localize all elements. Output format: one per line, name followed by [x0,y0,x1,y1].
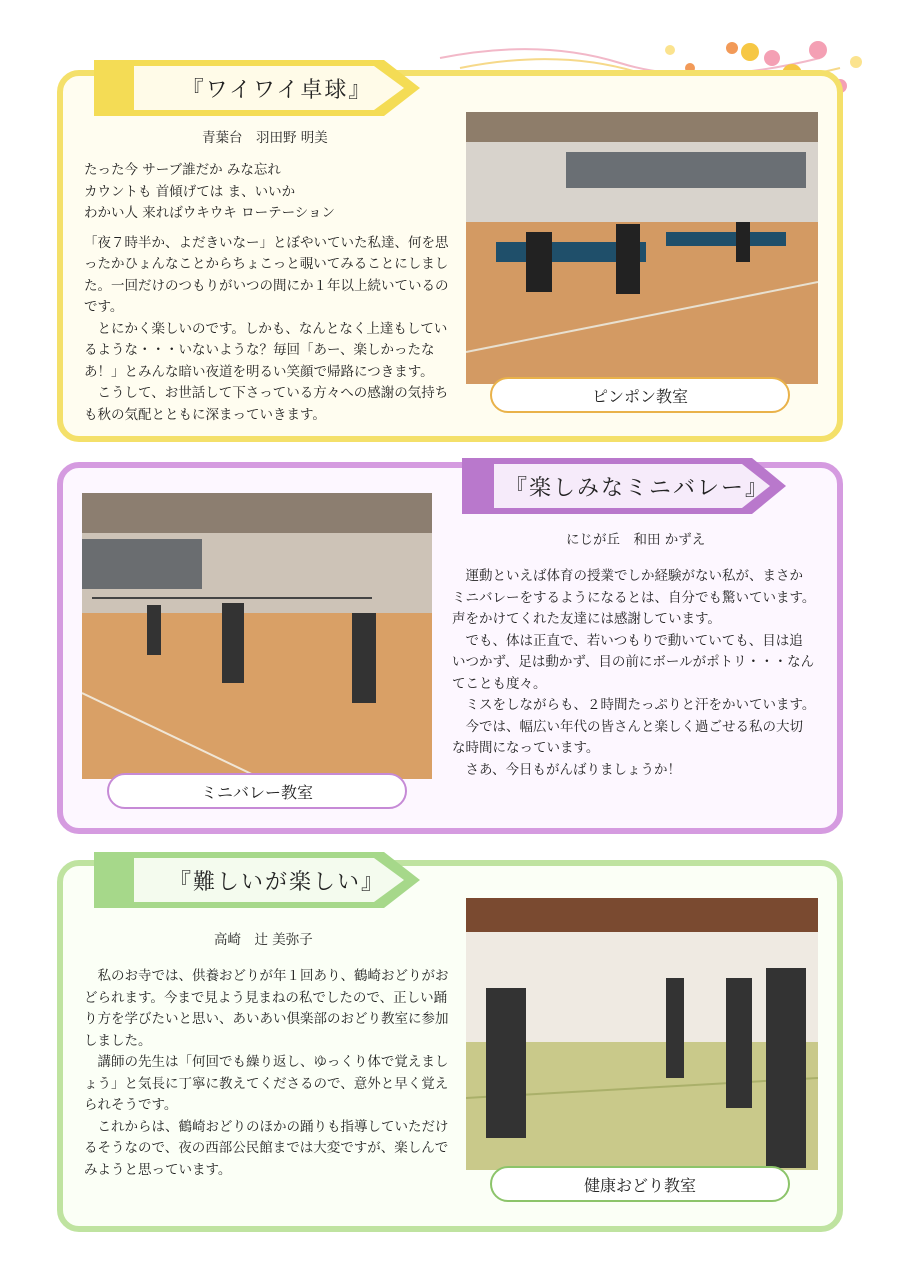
paragraph: 講師の先生は「何回でも繰り返し、ゆっくり体で覚えましょう」と気長に丁寧に教えてくださるので、意外と早く覚えられそうです。 [84,1054,449,1113]
section2-caption: ミニバレー教室 [107,773,407,809]
haiku-line: わかい人 来ればウキウキ ローテーション [84,205,336,221]
section1-title-banner [94,60,420,116]
section3-body [84,966,454,1181]
section1-body [84,160,452,426]
paragraph: 運動といえば体育の授業でしか経験がない私が、まさかミニバレーをするようになるとは、自分でも驚いています。声をかけてくれた友達には感謝しています。 [452,568,816,627]
paragraph: ミスをしながらも、２時間たっぷりと汗をかいています。 [465,697,816,713]
section3-title-banner [94,852,420,908]
paragraph: でも、体は正直で、若いつもりで動いていても、目は追いつかず、足は動かず、目の前にボールがポトリ・・・なんてことも度々。 [452,632,815,692]
section1-title: 『ワイワイ卓球』 [181,77,373,103]
section1-author: 青葉台 羽田野 明美 [202,130,328,146]
paragraph: 私のお寺では、供養おどりが年１回あり、鶴崎おどりがおどられます。今まで見よう見まねの私でしたので、正しい踊り方を学びたいと思い、あいあい倶楽部のおどり教室に参加しました。 [84,968,449,1049]
ping-pong-photo [466,112,818,384]
dance-photo [466,898,818,1170]
paragraph: 今では、幅広い年代の皆さんと楽しく過ごせる私の大切な時間になっています。 [452,718,803,756]
haiku-line: たった今 サーブ誰だか みな忘れ [84,162,281,178]
section1-caption: ピンポン教室 [490,377,790,413]
paragraph: さあ、今日もがんばりましょうか！ [465,761,681,778]
paragraph: 「夜７時半か、よだきいなー」とぼやいていた私達、何を思ったかひょんなことからちょこっと覗いてみることにしました。一回だけのつもりがいつの間にか１年以上続いているのです。 [84,234,449,315]
haiku-line: カウントも 首傾げては ま、いいか [84,183,296,200]
mini-volleyball-photo [82,493,432,779]
paragraph: とにかく楽しいのです。しかも、なんとなく上達もしているような・・・いないような？毎回「あー、楽しかったなあ！」とみんな暗い夜道を明るい笑顔で帰路につきます。 [84,320,448,380]
section3-caption: 健康おどり教室 [490,1166,790,1202]
section2-body [452,566,816,781]
paragraph: こうして、お世話して下さっている方々への感謝の気持ちも秋の気配とともに深まっていきます。 [84,385,449,423]
paragraph: これからは、鶴崎おどりのほかの踊りも指導していただけるそうなので、夜の西部公民館までは大変ですが、楽しんでみようと思っています。 [84,1118,449,1178]
section2-author: にじが丘 和田 かずえ [566,532,706,548]
section3-title: 『難しいが楽しい』 [168,869,385,895]
section2-title: 『楽しみなミニバレー』 [504,475,769,501]
section3-author: 高崎 辻 美弥子 [214,932,313,948]
section2-title-banner [462,458,786,514]
